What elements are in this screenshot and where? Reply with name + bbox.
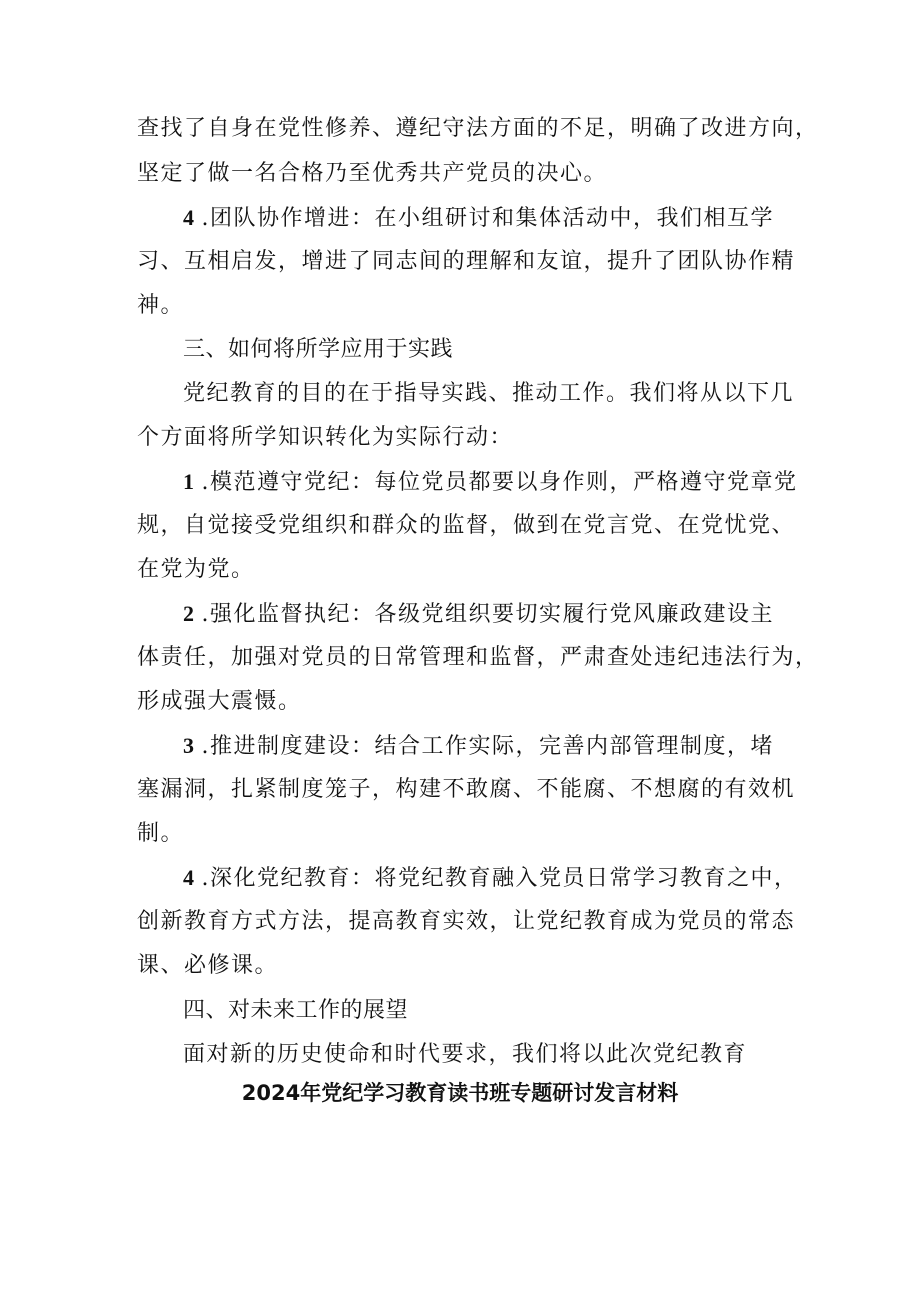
paragraph-line: 个方面将所学知识转化为实际行动： xyxy=(137,425,514,450)
paragraph-line: 查找了自身在党性修养、遵纪守法方面的不足，明确了改进方向， xyxy=(137,116,819,141)
paragraph-line: 习、互相启发，增进了同志间的理解和友谊，提升了团队协作精 xyxy=(137,249,796,274)
paragraph-line: 塞漏洞，扎紧制度笼子，构建不敢腐、不能腐、不想腐的有效机 xyxy=(137,777,796,802)
paragraph-line: 坚定了做一名合格乃至优秀共产党员的决心。 xyxy=(137,161,608,186)
paragraph-line: 创新教育方式方法，提高教育实效，让党纪教育成为党员的常态 xyxy=(137,909,796,934)
paragraph-line: 规，自觉接受党组织和群众的监督，做到在党言党、在党忧党、 xyxy=(137,513,796,538)
item-text: .团队协作增进：在小组研讨和集体活动中，我们相互学 xyxy=(201,206,774,231)
list-item-1 xyxy=(183,467,843,498)
section-heading-4: 四、对未来工作的展望 xyxy=(183,998,409,1023)
item-number: 1 xyxy=(183,469,196,494)
section-heading-3: 三、如何将所学应用于实践 xyxy=(183,337,454,362)
paragraph-line: 神。 xyxy=(137,293,185,318)
paragraph-line: 面对新的历史使命和时代要求，我们将以此次党纪教育 xyxy=(183,1042,748,1067)
item-number: 4 xyxy=(183,865,196,890)
paragraph-line: 制。 xyxy=(137,821,185,846)
list-item-3 xyxy=(183,731,843,762)
list-item-team-collaboration xyxy=(183,203,843,234)
item-number: 3 xyxy=(183,733,196,758)
list-item-2 xyxy=(183,599,843,630)
item-text: .深化党纪教育：将党纪教育融入党员日常学习教育之中， xyxy=(201,866,798,891)
list-item-4 xyxy=(183,863,843,894)
item-text: .模范遵守党纪：每位党员都要以身作则，严格遵守党章党 xyxy=(201,470,798,495)
item-number: 4 xyxy=(183,205,196,230)
paragraph-line: 形成强大震慑。 xyxy=(137,689,302,714)
paragraph-line: 党纪教育的目的在于指导实践、推动工作。我们将从以下几 xyxy=(183,381,795,406)
document-title: 2024年党纪学习教育读书班专题研讨发言材料 xyxy=(241,1081,679,1105)
item-number: 2 xyxy=(183,601,196,626)
item-text: .推进制度建设：结合工作实际，完善内部管理制度，堵 xyxy=(201,734,774,759)
paragraph-line: 在党为党。 xyxy=(137,557,255,582)
item-text: .强化监督执纪：各级党组织要切实履行党风廉政建设主 xyxy=(201,602,774,627)
paragraph-line: 课、必修课。 xyxy=(137,953,279,978)
paragraph-line: 体责任，加强对党员的日常管理和监督，严肃查处违纪违法行为， xyxy=(137,645,819,670)
